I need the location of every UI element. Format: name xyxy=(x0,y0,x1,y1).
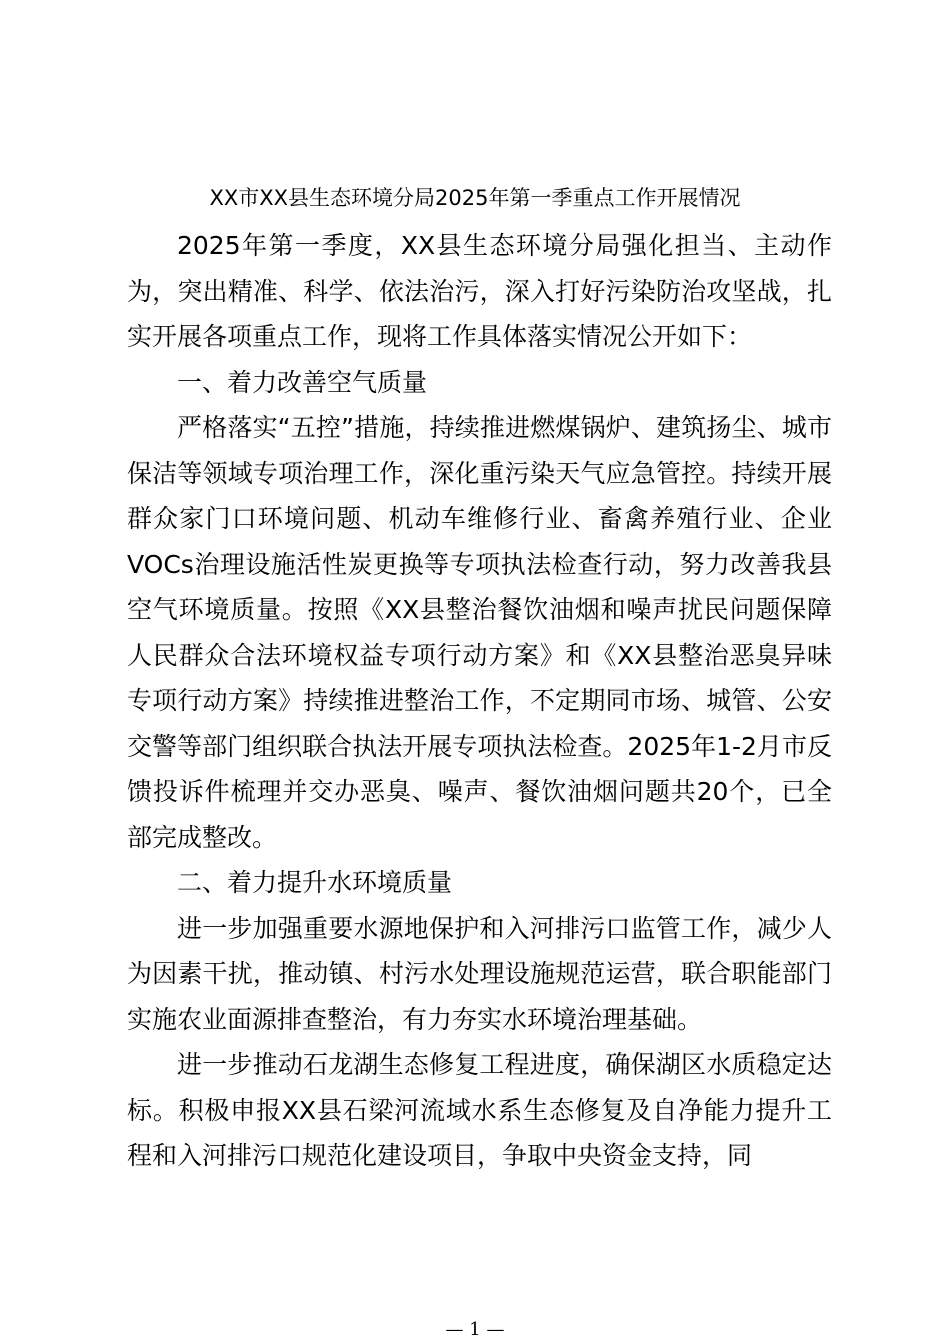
intro-paragraph: 2025年第一季度，XX县生态环境分局强化担当、主动作为，突出精准、科学、依法治污，深入打好污染防治攻坚战，扎实开展各项重点工作，现将工作具体落实情况公开如下： xyxy=(127,231,832,351)
air-quality-paragraph: 严格落实“五控”措施，持续推进燃煤锅炉、建筑扬尘、城市保洁等领域专项治理工作，深化重污染天气应急管控。持续开展群众家门口环境问题、机动车维修行业、畜禽养殖行业、企业VOCs治理设施活性炭更换等专项执法检查行动，努力改善我县空气环境质量。按照《XX县整治餐饮油烟和噪声扰民问题保障人民群众合法环境权益专项行动方案》和《XX县整治恶臭异味专项行动方案》持续推进整治工作，不定期同市场、城管、公安交警等部门组织联合执法开展专项执法检查。2025年1-2月市反馈投诉件梳理并交办恶臭、噪声、餐饮油烟问题共20个，已全部完成整改。 xyxy=(127,413,832,852)
water-paragraph-2: 进一步推动石龙湖生态修复工程进度，确保湖区水质稳定达标。积极申报XX县石梁河流域水系生态修复及自净能力提升工程和入河排污口规范化建设项目，争取中央资金支持，同 xyxy=(127,1050,832,1170)
section-heading-air: 一、着力改善空气质量 xyxy=(177,367,428,397)
document-body xyxy=(127,223,832,1179)
water-paragraph-1: 进一步加强重要水源地保护和入河排污口监管工作，减少人为因素干扰，推动镇、村污水处理设施规范运营，联合职能部门实施农业面源排查整治，有力夯实水环境治理基础。 xyxy=(127,913,832,1034)
document-title: XX市XX县生态环境分局2025年第一季重点工作开展情况 xyxy=(209,186,741,210)
page-number: — 1 — xyxy=(445,1319,505,1340)
section-heading-water: 二、着力提升水环境质量 xyxy=(177,868,453,897)
